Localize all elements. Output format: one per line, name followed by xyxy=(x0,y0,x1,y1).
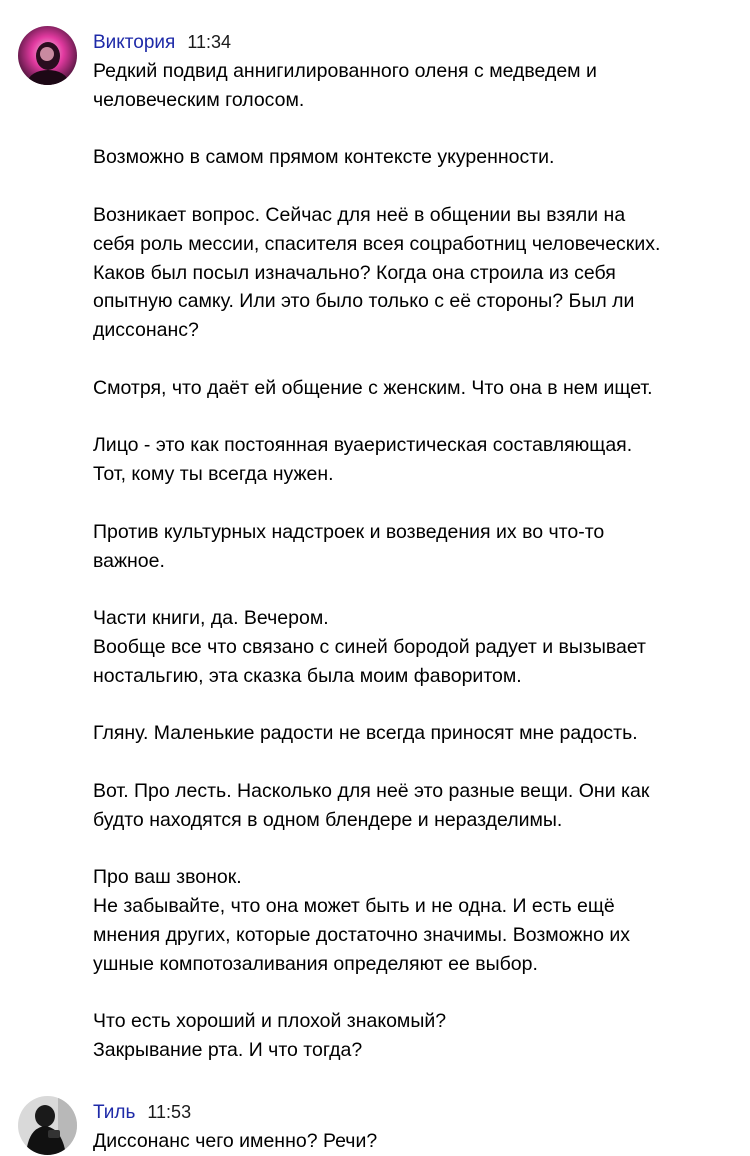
message-text-line: опытную самку. Или это было только с её стороны? Был ли xyxy=(93,290,635,313)
message-text-line: Гляну. Маленькие радости не всегда приносят мне радость. xyxy=(93,722,638,745)
user-avatar[interactable] xyxy=(18,1096,77,1155)
message-text-line: мнения других, которые достаточно значимы. Возможно их xyxy=(93,923,631,946)
message-text-line: Против культурных надстроек и возведения их во что-то xyxy=(93,520,605,543)
message-text-line: себя роль мессии, спасителя всея соцработниц человеческих. xyxy=(93,232,661,255)
message-text-line: Тот, кому ты всегда нужен. xyxy=(93,463,334,486)
message-text-line: Вот. Про лесть. Насколько для неё это разные вещи. Они как xyxy=(93,779,650,802)
message-text-line: человеческим голосом. xyxy=(93,88,305,111)
message-text-line: Смотря, что даёт ей общение с женским. Что она в нем ищет. xyxy=(93,376,653,399)
paragraph-gap xyxy=(93,172,733,201)
paragraph-gap xyxy=(93,403,733,432)
message-text-line: Закрывание рта. И что тогда? xyxy=(93,1039,363,1062)
paragraph-gap xyxy=(93,489,733,518)
user-avatar-icon xyxy=(18,26,77,85)
message-time: 11:53 xyxy=(147,1102,192,1122)
message-text-line: будто находятся в одном блендере и неразделимы. xyxy=(93,808,563,831)
author-name[interactable]: Виктория xyxy=(93,32,176,53)
paragraph-gap xyxy=(93,345,733,374)
message-text-line: Вообще все что связано с синей бородой радует и вызывает xyxy=(93,635,646,658)
message-text-line: Диссонанс чего именно? Речи? xyxy=(93,1130,378,1152)
author-name[interactable]: Тиль xyxy=(93,1102,136,1123)
message-text-line: Возможно в самом прямом контексте укуренности. xyxy=(93,146,555,169)
message-text-line: ностальгию, эта сказка была моим фаворитом. xyxy=(93,664,522,687)
user-avatar[interactable] xyxy=(18,26,77,85)
paragraph-gap xyxy=(93,979,733,1008)
message-text-line: Каков был посыл изначально? Когда она строила из себя xyxy=(93,261,616,284)
message-text-line: ушные компотозаливания определяют ее выбор. xyxy=(93,952,538,975)
message-text-line: Редкий подвид аннигилированного оленя с медведем и xyxy=(93,60,597,82)
paragraph-gap xyxy=(93,575,733,604)
message-body xyxy=(93,57,733,1065)
message-time: 11:34 xyxy=(187,32,232,52)
user-avatar-icon xyxy=(18,1096,77,1155)
paragraph-gap xyxy=(93,835,733,864)
message-header xyxy=(93,30,231,54)
paragraph-gap xyxy=(93,691,733,720)
message-text-line: диссонанс? xyxy=(93,319,199,342)
message-text-line: Не забывайте, что она может быть и не одна. И есть ещё xyxy=(93,895,615,918)
message-text-line: Лицо - это как постоянная вуаеристическая составляющая. xyxy=(93,434,633,457)
paragraph-gap xyxy=(93,748,733,777)
message-text-line: Части книги, да. Вечером. xyxy=(93,607,329,630)
message-text-line: важное. xyxy=(93,549,165,572)
message-text-line: Возникает вопрос. Сейчас для неё в общении вы взяли на xyxy=(93,203,626,226)
paragraph-gap xyxy=(93,115,733,144)
message-text-line: Про ваш звонок. xyxy=(93,866,242,889)
message-text-line: Что есть хороший и плохой знакомый? xyxy=(93,1010,447,1033)
message-header xyxy=(93,1100,191,1124)
message-body xyxy=(93,1127,733,1156)
